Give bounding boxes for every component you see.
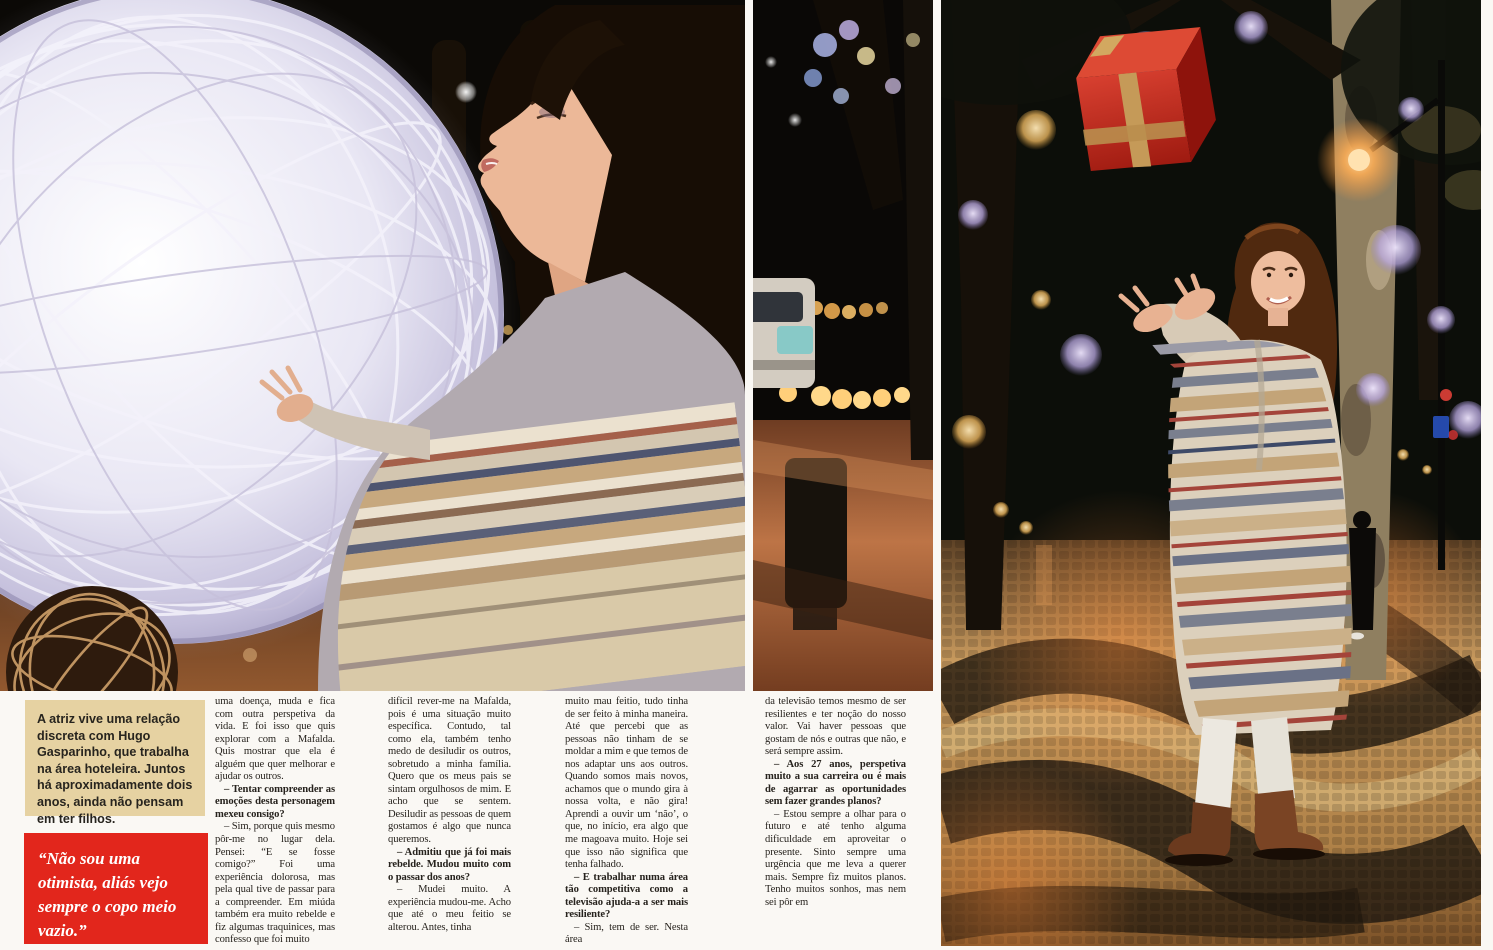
interview-answer: – Mudei muito. A experiência mudou-me. Acho que até o meu feitio se alterou. Antes, tinha [388,884,511,933]
interview-question: – Aos 27 anos, perspetiva muito a sua carreira ou é mais de agarrar as oportunidades sem fazer grandes planos? [765,758,906,808]
article-column-4 [765,696,906,950]
pull-quote-text: “Não sou uma otimista, aliás vejo sempre o copo meio vazio.” [38,849,177,941]
interview-question: – Admitiu que já foi mais rebelde. Mudou muito com o passar dos anos? [388,846,511,883]
photo-right-art [941,0,1481,946]
photo-left-art [0,0,745,691]
photo-left-sphere [0,0,745,691]
photo-right-gift [941,0,1481,946]
photo-caption-box [25,700,205,826]
pull-quote-box [24,833,208,944]
article-paragraph: difícil rever-me na Mafalda, pois é uma situação muito específica. Contudo, tal como ela, também tenho medo de desiludir os outros, sobretudo a minha família. Quero que os meus pais se sintam orgulhosos de mim. E acho que se sentem. Desiludir as pessoas de quem gostamos é algo que nunca queremos. [388,696,511,846]
photo-middle-street [753,0,933,691]
interview-answer: – Sim, porque quis mesmo pôr-me no lugar dela. Pensei: “E se fosse comigo?” Foi uma experiência dolorosa, mas pela qual tive de passar para a compreender. Em miúda também era muito rebelde e fiz algumas traquinices, mas confesso que foi muito [215,821,335,946]
smile [486,163,497,164]
article-paragraph: uma doença, muda e fica com outra perspetiva da vida. E foi isso que quis explorar com a Mafalda. Quis mostrar que ela é alguém que quer melhorar e ajudar os outros. [215,696,335,783]
white-van [753,278,815,388]
interview-answer: – Sim, tem de ser. Nesta área [565,921,688,946]
article-paragraph: muito mau feitio, tudo tinha de ser feito à minha maneira. Até que percebi que as pessoas não tinham de se moldar a mim e que temos de nos adaptar uns aos outros. Quando somos mais novos, achamos que o mundo gira à nossa volta, e não gira! Aprendi a ouvir um ‘não’, o que, no início, era algo que me magoava muito. Hoje sei que isso não significa que tenha falhado. [565,696,688,871]
photo-caption-text: A atriz vive uma relação discreta com Hugo Gasparinho, que trabalha na área hoteleira. Juntos há aproximadamente dois anos, ainda não pensam em ter filhos. [37,712,193,826]
article-paragraph: da televisão temos mesmo de ser resilientes e ter noção do nosso valor. Vai haver pessoas que gostam de nós e outras que não, e será sempre assim. [765,696,906,758]
interview-question: – Tentar compreender as emoções desta personagem mexeu consigo? [215,783,335,820]
interview-answer: – Estou sempre a olhar para o futuro e até tenho alguma dificuldade em aproveitar o presente. Sinto sempre uma urgência que me leva a querer mais. Sempre fiz muitos planos. Tenho muitos sonhos, mas nem sei pôr em [765,808,906,908]
interview-question: – E trabalhar numa área tão competitiva como a televisão ajuda-a a ser mais resiliente? [565,871,688,921]
article-column-1 [215,696,335,950]
article-column-2 [388,696,511,950]
photo-middle-art [753,0,933,691]
neck [1268,308,1288,326]
article-column-3 [565,696,688,950]
